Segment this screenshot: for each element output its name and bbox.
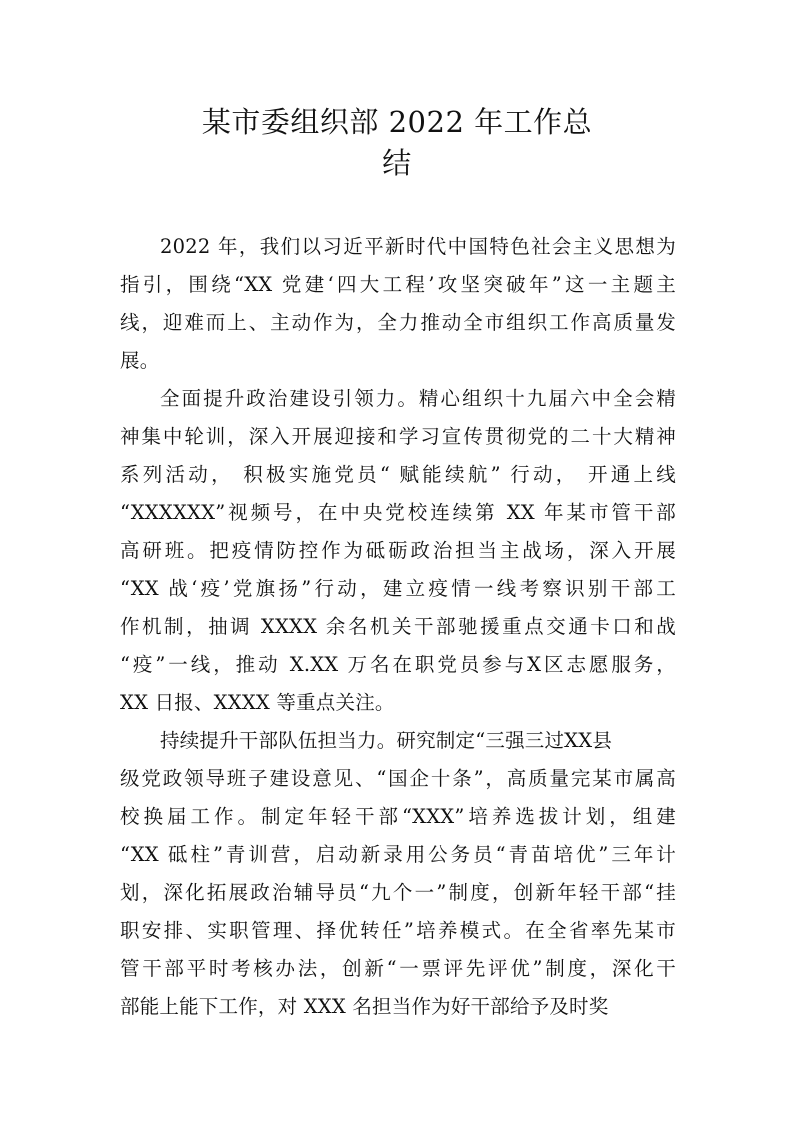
paragraph-3-line-6: 职安排、实职管理、择优转任”培养模式。在全省率先某市 — [120, 919, 676, 942]
paragraph-3-line-2: 级党政领导班子建设意见、“国企十条”，高质量完某市属高 — [120, 767, 676, 790]
paragraph-3-line-7: 管干部平时考核办法，创新“一票评先评优”制度，深化干 — [120, 957, 676, 980]
paragraph-3-line-1: 持续提升干部队伍担当力。研究制定“三强三过XX县 — [160, 729, 613, 752]
paragraph-2-line-5: 高研班。把疫情防控作为砥砺政治担当主战场，深入开展 — [120, 539, 676, 562]
paragraph-2-line-9: XX 日报、XXXX 等重点关注。 — [120, 691, 395, 714]
paragraph-1-line-4: 展。 — [120, 349, 160, 372]
paragraph-3-line-4: “XX 砥柱”青训营，启动新录用公务员“青苗培优”三年计 — [120, 843, 676, 866]
document-title-line-1: 某市委组织部 2022 年工作总 — [201, 105, 593, 139]
paragraph-3-line-8: 部能上能下工作，对 XXX 名担当作为好干部给予及时奖 — [120, 995, 609, 1018]
paragraph-1-line-3: 线，迎难而上、主动作为，全力推动全市组织工作高质量发 — [120, 311, 676, 334]
paragraph-2-line-1: 全面提升政治建设引领力。精心组织十九届六中全会精 — [160, 387, 676, 410]
paragraph-2-line-6: “XX 战‘疫’党旗扬”行动，建立疫情一线考察识别干部工 — [120, 577, 676, 600]
paragraph-1-line-2: 指引，围绕“XX 党建‘四大工程’攻坚突破年”这一主题主 — [120, 273, 676, 296]
paragraph-2-line-7: 作机制，抽调 XXXX 余名机关干部驰援重点交通卡口和战 — [120, 615, 676, 638]
document-title-line-2: 结 — [382, 146, 412, 180]
paragraph-1-line-1: 2022 年，我们以习近平新时代中国特色社会主义思想为 — [160, 235, 676, 258]
paragraph-3-line-3: 校换届工作。制定年轻干部“XXX”培养选拔计划，组建 — [120, 805, 676, 828]
paragraph-2-line-4: “XXXXXX”视频号，在中央党校连续第 XX 年某市管干部 — [120, 501, 676, 524]
paragraph-2-line-3: 系列活动， 积极实施党员“ 赋能续航” 行动， 开通上线 — [120, 463, 676, 486]
paragraph-3-line-5: 划，深化拓展政治辅导员“九个一”制度，创新年轻干部“挂 — [120, 881, 676, 904]
paragraph-2-line-2: 神集中轮训，深入开展迎接和学习宣传贯彻党的二十大精神 — [120, 425, 676, 448]
paragraph-2-line-8: “疫”一线，推动 X.XX 万名在职党员参与X区志愿服务， — [120, 653, 676, 676]
